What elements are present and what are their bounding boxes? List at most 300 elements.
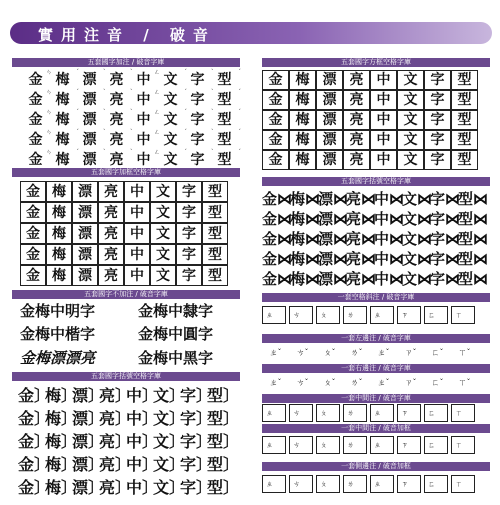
strip-box: [397, 306, 421, 324]
grid-char: 字: [424, 70, 451, 90]
bracket-char: 文〕: [153, 409, 186, 428]
strip-box: [262, 404, 286, 422]
bracket-char: 字〕: [180, 478, 213, 497]
bracket-char: 亮〕: [99, 432, 132, 451]
bopomofo-note: ˊ: [76, 89, 79, 96]
bow-row: [262, 188, 489, 209]
section-header-10: 一套中間注 / 破音字庫: [262, 394, 490, 403]
grid-char: 字: [424, 150, 451, 170]
annotated-char: 漂 ˋ: [82, 129, 106, 148]
boxed-char: 中: [124, 265, 150, 286]
annotated-char: 亮 ˋ: [109, 149, 133, 168]
grid-char: 梅: [289, 130, 316, 150]
strip-note: ㄓˇ: [377, 378, 390, 387]
annotated-char: 文 ˊ: [163, 89, 187, 108]
grid-char: 字: [424, 130, 451, 150]
grid-char: 亮: [343, 90, 370, 110]
strip-box: [370, 306, 394, 324]
bracket-char: 亮〕: [99, 478, 132, 497]
strip-note: ㄆ: [320, 480, 327, 488]
bow-row: [262, 268, 489, 289]
strip-note: ㄗˇ: [404, 348, 417, 357]
strip-note: ㄗˇ: [404, 378, 417, 387]
strip-box: [370, 436, 394, 454]
grid-char: 亮: [343, 150, 370, 170]
boxed-char: 亮: [98, 265, 124, 286]
boxed-char: 金: [20, 265, 46, 286]
strip-boxes: [262, 306, 478, 324]
boxed-char: 亮: [98, 223, 124, 244]
strip-note: ㄓ: [374, 441, 381, 449]
bow-char: 梅⋈: [290, 270, 321, 288]
bopomofo-note: ㄣ: [45, 149, 52, 156]
annotated-char: 中 ㄥ: [136, 69, 160, 88]
bopomofo-note: ㄥ: [153, 69, 160, 76]
strip-note: ㄆˇ: [323, 378, 336, 387]
bow-char: 中⋈: [374, 190, 405, 208]
grid-char: 漂: [316, 90, 343, 110]
bopomofo-note: ˊ: [184, 69, 187, 76]
strip-box: [289, 436, 313, 454]
bow-char: 梅⋈: [290, 230, 321, 248]
grid-char: 中: [370, 150, 397, 170]
grid-row: [262, 130, 478, 150]
bopomofo-note: ˋ: [103, 109, 106, 116]
bopomofo-note: ˊ: [76, 69, 79, 76]
strip-note: ㄘ: [293, 409, 300, 417]
strip-box: [424, 436, 448, 454]
bow-row: [262, 208, 489, 229]
boxed-char: 中: [124, 223, 150, 244]
bow-char: 金⋈: [262, 270, 293, 288]
grid-char: 文: [397, 70, 424, 90]
annotated-char: 梅 ˊ: [55, 109, 79, 128]
boxed-row: [20, 223, 228, 244]
grid-char: 型: [451, 70, 478, 90]
strip-note: ㄈˇ: [431, 348, 444, 357]
bow-char: 金⋈: [262, 230, 293, 248]
bopomofo-note: ˊ: [76, 129, 79, 136]
bracket-char: 漂〕: [72, 386, 105, 405]
bracket-char: 漂〕: [72, 409, 105, 428]
bow-char: 中⋈: [374, 210, 405, 228]
bopomofo-note: ˊ: [184, 89, 187, 96]
strip-note: ㄘ: [293, 480, 300, 488]
strip-note: ㄗ: [401, 480, 408, 488]
annotated-char: 文 ˊ: [163, 109, 187, 128]
bopomofo-note: ˊ: [238, 69, 241, 76]
strip-box: [343, 475, 367, 493]
boxed-char: 型: [202, 202, 228, 223]
section-header-1: 五套國字加注 / 破音字庫: [12, 58, 240, 67]
bopomofo-note: ˋ: [130, 129, 133, 136]
strip-note: ㄈ: [428, 311, 435, 319]
bow-char: 型⋈: [458, 190, 489, 208]
annotated-row: [22, 129, 241, 149]
boxed-char: 亮: [98, 244, 124, 265]
bopomofo-note: ㄣ: [45, 89, 52, 96]
annotated-char: 文 ˊ: [163, 129, 187, 148]
bracket-char: 金〕: [18, 432, 51, 451]
bracket-char: 中〕: [126, 432, 159, 451]
annotated-char: 型 ˊ: [217, 149, 241, 168]
boxed-char: 字: [176, 181, 202, 202]
annotated-char: 梅 ˊ: [55, 89, 79, 108]
boxed-char: 漂: [72, 244, 98, 265]
bracket-char: 中〕: [126, 409, 159, 428]
bow-char: 型⋈: [458, 230, 489, 248]
annotated-char: 字 ˋ: [190, 89, 214, 108]
strip-note: ㄒ: [455, 311, 462, 319]
bow-char: 文⋈: [402, 210, 433, 228]
strip-box: [316, 475, 340, 493]
bopomofo-note: ˋ: [211, 109, 214, 116]
annotated-char: 型 ˊ: [217, 129, 241, 148]
bracket-char: 漂〕: [72, 455, 105, 474]
grid-char: 漂: [316, 150, 343, 170]
boxed-char: 亮: [98, 202, 124, 223]
strip-notes: [262, 377, 478, 388]
bracket-char: 梅〕: [45, 432, 78, 451]
grid-char: 文: [397, 130, 424, 150]
strip-note: ㄈ: [428, 441, 435, 449]
strip-box: [370, 475, 394, 493]
boxed-char: 型: [202, 244, 228, 265]
bopomofo-note: ˋ: [130, 89, 133, 96]
section-header-6: 五套國字括號空格字庫: [262, 177, 490, 186]
boxed-char: 字: [176, 244, 202, 265]
boxed-char: 漂: [72, 181, 98, 202]
bracket-row: [18, 406, 240, 429]
bopomofo-note: ˋ: [130, 149, 133, 156]
bopomofo-note: ㄥ: [153, 109, 160, 116]
strip-boxes: [262, 475, 478, 493]
boxed-row: [20, 244, 228, 265]
bopomofo-note: ㄥ: [153, 89, 160, 96]
strip-box: [316, 436, 340, 454]
boxed-char: 金: [20, 223, 46, 244]
strip-box: [424, 475, 448, 493]
bow-char: 梅⋈: [290, 210, 321, 228]
annotated-char: 金 ㄣ: [28, 129, 52, 148]
bow-char: 型⋈: [458, 250, 489, 268]
specimen-hei: 金梅中黑字: [138, 349, 214, 367]
annotated-char: 金 ㄣ: [28, 89, 52, 108]
strip-box: [370, 404, 394, 422]
bow-char: 文⋈: [402, 230, 433, 248]
grid-char: 梅: [289, 150, 316, 170]
bow-char: 漂⋈: [318, 270, 349, 288]
bopomofo-note: ˋ: [211, 129, 214, 136]
annotated-char: 漂 ˋ: [82, 109, 106, 128]
bracket-char: 金〕: [18, 478, 51, 497]
strip-boxes: [262, 404, 478, 422]
boxed-char: 漂: [72, 223, 98, 244]
section-header-12: 一套側邊注 / 破音加框: [262, 462, 490, 471]
strip-note: ㄌˇ: [350, 348, 363, 357]
bracket-char: 金〕: [18, 409, 51, 428]
strip-note: ㄓ: [374, 409, 381, 417]
boxed-char: 金: [20, 202, 46, 223]
strip-note: ㄓˇ: [269, 348, 282, 357]
bracket-row: [18, 452, 240, 475]
bopomofo-note: ㄥ: [153, 129, 160, 136]
annotated-char: 文 ˊ: [163, 69, 187, 88]
strip-note: ㄈ: [428, 480, 435, 488]
strip-note: ㄗ: [401, 311, 408, 319]
bracket-char: 亮〕: [99, 455, 132, 474]
annotated-char: 中 ㄥ: [136, 149, 160, 168]
annotated-row: [22, 69, 241, 89]
bracket-char: 字〕: [180, 432, 213, 451]
section-header-2: 五套國字加框空格字庫: [12, 168, 240, 177]
bopomofo-note: ˋ: [211, 149, 214, 156]
bopomofo-note: ˋ: [130, 69, 133, 76]
bow-char: 字⋈: [430, 210, 461, 228]
strip-note: ㄒˇ: [458, 378, 471, 387]
strip-box: [343, 404, 367, 422]
strip-box: [451, 404, 475, 422]
bopomofo-note: ˊ: [76, 149, 79, 156]
strip-boxes: [262, 436, 478, 454]
boxed-char: 梅: [46, 265, 72, 286]
bow-char: 金⋈: [262, 210, 293, 228]
specimen-li: 金梅中隸字: [138, 302, 214, 320]
bracket-char: 亮〕: [99, 409, 132, 428]
boxed-char: 型: [202, 265, 228, 286]
grid-row: [262, 70, 478, 90]
annotated-char: 字 ˋ: [190, 129, 214, 148]
strip-note: ㄌ: [347, 480, 354, 488]
bracket-row: [18, 429, 240, 452]
boxed-char: 中: [124, 244, 150, 265]
bracket-char: 字〕: [180, 386, 213, 405]
bracket-char: 梅〕: [45, 455, 78, 474]
strip-box: [262, 306, 286, 324]
strip-box: [343, 306, 367, 324]
grid-char: 字: [424, 110, 451, 130]
boxed-char: 中: [124, 202, 150, 223]
grid-char: 文: [397, 90, 424, 110]
strip-note: ㄌˇ: [350, 378, 363, 387]
bow-char: 漂⋈: [318, 230, 349, 248]
annotated-char: 亮 ˋ: [109, 69, 133, 88]
strip-note: ㄗ: [401, 409, 408, 417]
strip-box: [397, 475, 421, 493]
boxed-char: 漂: [72, 202, 98, 223]
bracket-char: 文〕: [153, 455, 186, 474]
section-header-8: 一套左邊注 / 破音字庫: [262, 334, 490, 343]
grid-char: 亮: [343, 110, 370, 130]
grid-char: 梅: [289, 70, 316, 90]
annotated-row: [22, 149, 241, 169]
bracket-char: 型〕: [207, 455, 240, 474]
strip-note: ㄘ: [293, 311, 300, 319]
section-header-11: 一套中間注 / 破音加框: [262, 424, 490, 433]
grid-char: 金: [262, 150, 289, 170]
bow-char: 漂⋈: [318, 210, 349, 228]
strip-note: ㄆ: [320, 409, 327, 417]
section-header-3: 五套國字不加注 / 破音字庫: [12, 290, 240, 299]
annotated-char: 梅 ˊ: [55, 69, 79, 88]
strip-box: [343, 436, 367, 454]
bow-char: 漂⋈: [318, 250, 349, 268]
annotated-char: 金 ㄣ: [28, 69, 52, 88]
strip-note: ㄘ: [293, 441, 300, 449]
boxed-char: 梅: [46, 244, 72, 265]
strip-note: ㄆˇ: [323, 348, 336, 357]
grid-row: [262, 110, 478, 130]
bopomofo-note: ㄥ: [153, 149, 160, 156]
boxed-row: [20, 265, 228, 286]
bracket-char: 字〕: [180, 455, 213, 474]
bracket-char: 金〕: [18, 386, 51, 405]
annotated-char: 梅 ˊ: [55, 149, 79, 168]
grid-char: 金: [262, 110, 289, 130]
strip-box: [262, 475, 286, 493]
bow-char: 中⋈: [374, 250, 405, 268]
section-header-7: 一套空格斜注 / 破音字庫: [262, 293, 490, 302]
bow-char: 字⋈: [430, 270, 461, 288]
strip-box: [451, 436, 475, 454]
grid-char: 型: [451, 110, 478, 130]
grid-char: 漂: [316, 110, 343, 130]
bow-char: 亮⋈: [346, 210, 377, 228]
boxed-char: 字: [176, 265, 202, 286]
grid-char: 漂: [316, 130, 343, 150]
annotated-char: 中 ㄥ: [136, 89, 160, 108]
annotated-char: 字 ˋ: [190, 109, 214, 128]
bow-char: 字⋈: [430, 230, 461, 248]
bracket-char: 文〕: [153, 386, 186, 405]
bracket-char: 型〕: [207, 386, 240, 405]
bopomofo-note: ㄣ: [45, 109, 52, 116]
page-title: 實用注音 / 破音: [38, 26, 216, 44]
boxed-char: 金: [20, 244, 46, 265]
bracket-row: [18, 475, 240, 498]
bow-char: 型⋈: [458, 210, 489, 228]
grid-char: 金: [262, 90, 289, 110]
strip-note: ㄓ: [374, 311, 381, 319]
bracket-char: 梅〕: [45, 386, 78, 405]
grid-char: 文: [397, 110, 424, 130]
strip-box: [316, 306, 340, 324]
bopomofo-note: ˊ: [238, 89, 241, 96]
strip-box: [397, 404, 421, 422]
annotated-char: 文 ˊ: [163, 149, 187, 168]
grid-char: 中: [370, 70, 397, 90]
bopomofo-note: ˊ: [238, 129, 241, 136]
annotated-row: [22, 109, 241, 129]
boxed-char: 型: [202, 181, 228, 202]
bracket-char: 型〕: [207, 478, 240, 497]
strip-box: [289, 404, 313, 422]
annotated-char: 亮 ˋ: [109, 129, 133, 148]
annotated-row: [22, 89, 241, 109]
boxed-char: 中: [124, 181, 150, 202]
strip-note: ㄌ: [347, 311, 354, 319]
strip-box: [397, 436, 421, 454]
bracket-char: 梅〕: [45, 409, 78, 428]
annotated-char: 金 ㄣ: [28, 149, 52, 168]
bopomofo-note: ˊ: [184, 109, 187, 116]
annotated-char: 型 ˊ: [217, 69, 241, 88]
bracket-char: 中〕: [126, 478, 159, 497]
boxed-char: 文: [150, 244, 176, 265]
grid-char: 梅: [289, 90, 316, 110]
strip-note: ㄘˇ: [296, 348, 309, 357]
bow-char: 梅⋈: [290, 250, 321, 268]
strip-note: ㄓ: [266, 480, 273, 488]
annotated-char: 漂 ˋ: [82, 69, 106, 88]
bow-char: 金⋈: [262, 190, 293, 208]
bracket-char: 梅〕: [45, 478, 78, 497]
strip-box: [316, 404, 340, 422]
annotated-char: 漂 ˋ: [82, 89, 106, 108]
strip-note: ㄓˇ: [269, 378, 282, 387]
section-header-9: 一套右邊注 / 破音字庫: [262, 364, 490, 373]
bow-char: 字⋈: [430, 190, 461, 208]
bow-char: 亮⋈: [346, 250, 377, 268]
annotated-char: 金 ㄣ: [28, 109, 52, 128]
grid-char: 梅: [289, 110, 316, 130]
annotated-char: 亮 ˋ: [109, 89, 133, 108]
section-header-5: 五套國字方框空格字庫: [262, 58, 490, 67]
strip-note: ㄓ: [266, 311, 273, 319]
specimen-yuan: 金梅中圓字: [138, 325, 214, 343]
boxed-char: 型: [202, 223, 228, 244]
specimen-kai: 金梅中楷字: [20, 325, 96, 343]
strip-box: [424, 404, 448, 422]
bopomofo-note: ˋ: [211, 89, 214, 96]
bow-char: 字⋈: [430, 250, 461, 268]
bracket-char: 漂〕: [72, 432, 105, 451]
strip-note: ㄆ: [320, 311, 327, 319]
section-header-4: 五套國字括號空格字庫: [12, 372, 240, 381]
bopomofo-note: ㄣ: [45, 69, 52, 76]
bracket-char: 金〕: [18, 455, 51, 474]
bopomofo-note: ˋ: [103, 69, 106, 76]
annotated-char: 亮 ˋ: [109, 109, 133, 128]
annotated-char: 漂 ˋ: [82, 149, 106, 168]
bopomofo-note: ˋ: [103, 129, 106, 136]
bracket-char: 型〕: [207, 409, 240, 428]
bopomofo-note: ˊ: [184, 129, 187, 136]
bopomofo-note: ˊ: [238, 149, 241, 156]
annotated-char: 中 ㄥ: [136, 129, 160, 148]
bopomofo-note: ˊ: [76, 109, 79, 116]
strip-note: ㄒ: [455, 441, 462, 449]
bracket-char: 亮〕: [99, 386, 132, 405]
bow-char: 中⋈: [374, 230, 405, 248]
bracket-char: 漂〕: [72, 478, 105, 497]
boxed-row: [20, 181, 228, 202]
bow-char: 中⋈: [374, 270, 405, 288]
bracket-row: [18, 383, 240, 406]
bow-char: 亮⋈: [346, 270, 377, 288]
strip-notes: [262, 347, 478, 358]
strip-box: [262, 436, 286, 454]
strip-note: ㄘˇ: [296, 378, 309, 387]
strip-note: ㄓ: [266, 409, 273, 417]
grid-char: 型: [451, 130, 478, 150]
annotated-char: 型 ˊ: [217, 89, 241, 108]
grid-char: 型: [451, 90, 478, 110]
bracket-char: 文〕: [153, 478, 186, 497]
bracket-char: 型〕: [207, 432, 240, 451]
bow-char: 漂⋈: [318, 190, 349, 208]
grid-char: 中: [370, 130, 397, 150]
